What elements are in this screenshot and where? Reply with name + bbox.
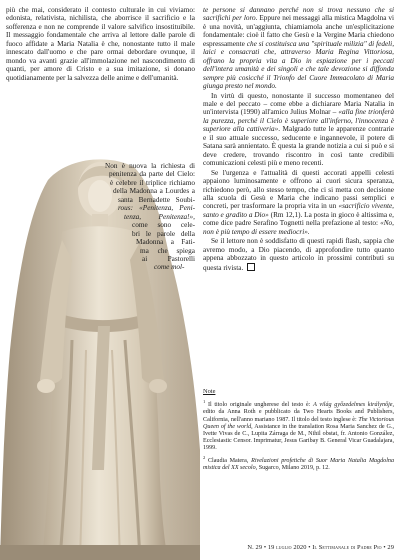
left-paragraph-2-line: bri le parole della	[132, 229, 195, 238]
right-paragraph-4	[203, 237, 394, 272]
left-paragraph-2-line: Non è nuova la richiesta di	[105, 162, 195, 170]
left-paragraph-2-line: ma che spiega	[140, 246, 195, 255]
left-paragraph-1: più che mai, considerato il contesto culturale in cui viviamo: edonista, relativista, nichilista, che aborrisce il sacrificio e la sofferenza e non ne comprende il valore salvifico insostituibile. Il messaggio fondamentale che arriva al lettore dalle parole di fuoco affidate a Maria Natalia è che, nonostante tutto il male innescato dall'uomo e che pare ormai debordare ovunque, il mondo va avanti grazie all'immolazione nel nascondimento di quanti, per amore di Cristo e a sua imitazione, si donano quotidianamente per la salvezza delle anime e dell'umanità.	[6, 6, 195, 82]
footnote-1	[203, 398, 394, 452]
footnote-2-number: 2	[203, 455, 206, 461]
left-paragraph-2-line: è celebre il triplice richiamo	[110, 178, 195, 187]
right-paragraph-4-text: Se il lettore non è soddisfatto di questi rapidi flash, sappia che avremo modo, a Dio piacendo, di approfondire tutto quanto appena abbozzato in questo articolo in prossimi contributi su questa rivista.	[203, 237, 394, 272]
footnotes	[203, 388, 394, 475]
right-paragraph-2-text-end: . Malgrado tutte le apparenze contrarie e il suo attuale successo, seducente e ingannevole, il potere di Satana sarà annientato. È questa la grande notizia a cui si può e si deve credere, trovando riscontro in così tante credibili comunicazioni celesti più e meno recenti.	[203, 125, 394, 168]
right-paragraph-3-text-end: . La posta in gioco è altissima e, come dice padre Serafino Tognetti nella prefazione al testo:	[203, 210, 394, 228]
left-paragraph-2-line: della Madonna a Lourdes a	[113, 187, 195, 196]
right-paragraph-1-italic: te persone si dannano perché non si trova nessuno che si sacrifichi per loro.	[203, 6, 394, 23]
end-of-article-icon	[247, 263, 255, 271]
left-paragraph-2-line: santa Bernadette Soubi-	[118, 195, 195, 204]
footnote-1-text-2: , edito da Anna Roth e pubblicato da Two Hearts Books and Publishers, California, nell'anno mariano 1987. Il titolo del testo inglese è:	[203, 402, 394, 423]
right-column	[203, 6, 394, 272]
right-paragraph-2-quote: «alla fine trionferà la purezza, perché il Cielo è superiore all'inferno, l'innocenza è superiore alla cattiveria»	[203, 108, 394, 134]
left-column	[6, 6, 195, 272]
right-paragraph-1	[203, 6, 394, 91]
right-paragraph-3-quote-2: «No, non è più tempo di essere mediocri».	[203, 219, 394, 236]
footnote-2-text-2: , Sugarco, Milano 2019, p. 12.	[255, 465, 330, 472]
left-paragraph-2-line: Madonna a Fati-	[136, 238, 195, 247]
footnote-2-text: Claudia Matera,	[205, 458, 252, 465]
left-paragraph-2	[6, 162, 195, 272]
notes-title: Note	[203, 388, 216, 395]
right-paragraph-1-italic-2: che si costituisca una "spirituale milizia" di fedeli, laici e consacrati che, attraverso Maria Regina Vittoriosa, offrano la propria vita a Dio in espiazione per i peccati dell'intera umanità e dei singoli e che tale devozione si diffonda sempre più cosicché il Trionfo del Cuore Immacolato di Maria giunga presto nel mondo.	[203, 39, 395, 91]
left-paragraph-2-line: come sono cele-	[132, 221, 195, 230]
footnote-1-title: A világ győzedelmes királynője	[313, 402, 393, 409]
left-paragraph-2-line: rous: «Penitenza, Peni-	[118, 204, 195, 213]
left-paragraph-2-line: ai Pastorelli	[142, 254, 195, 263]
footnote-1-title-2: The Victorious Queen of the world	[203, 416, 395, 430]
left-paragraph-2-line: come mol-	[154, 263, 185, 272]
left-paragraph-2-line: tenza, Penitenza!»,	[124, 212, 195, 221]
right-paragraph-3-text: Se l'urgenza e l'attualità di questi accorati appelli celesti appaiono luminosamente e offrono ai cuori sicura speranza, richiedono però, allo stesso tempo, che ci si metta con decisione alla scuola di Gesù e Maria che indicano passi semplici e concreti, per trasformare la propria vita in un	[203, 168, 394, 211]
page-footer: N. 29 • 19 luglio 2020 • Il Settimanale di Padre Pio • 29	[247, 544, 394, 551]
footnote-1-text: Il titolo originale ungherese del testo è:	[205, 402, 314, 409]
right-paragraph-3-quote: «sacrificio vivente, santo e gradito a Dio»	[203, 202, 394, 219]
footnote-1-number: 1	[203, 399, 206, 405]
right-paragraph-2	[203, 92, 394, 168]
right-paragraph-1-text: Eppure nei messaggi alla mistica Magdolna vi è una novità, un'aggiunta, chiamiamola anche un'esplicitazione fondamentale: cioè il fatto che Gesù e la Vergine Maria chiedono espressamente	[203, 14, 394, 48]
footnote-2-title: Rivelazioni profetiche di Suor Maria Natalia Magdolna mistica del XX secolo	[203, 458, 395, 472]
footnote-1-text-3: , Assistance in the translation Rosa Maria Sanchez de G., Ivette Vivas de C., Lupita Zárraga de M., Nihil obstat, fr. Antonio González, Ecclesiastic Censor. Imprimatur, Jesus Garibay B. General Vicar Guadalajara, 1999.	[203, 423, 394, 452]
footnote-2	[203, 454, 394, 472]
right-paragraph-3-reference: (Rm 12,1)	[268, 210, 301, 219]
right-paragraph-2-text: In virtù di questo, nonostante il successo momentaneo del male e del peccato – come ebbe a dichiarare Maria Natalia in un'intervista (1990) all'amico Julius Molnar –	[203, 91, 394, 117]
right-paragraph-3	[203, 169, 394, 237]
left-paragraph-2-line: penitenza da parte del Cielo:	[109, 170, 195, 179]
